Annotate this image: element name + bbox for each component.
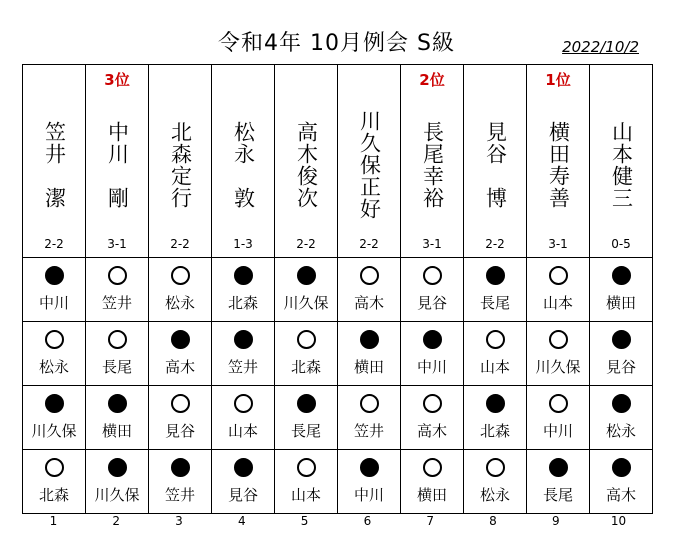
player-record: 3-1 (107, 237, 127, 251)
opponent-name: 高木 (416, 422, 447, 440)
match-cell (464, 450, 526, 513)
column-number: 2 (112, 514, 121, 528)
player-record: 2-2 (296, 237, 316, 251)
open-circle-icon (486, 330, 505, 349)
opponent-name: 笠井 (353, 422, 384, 440)
filled-circle-icon (549, 458, 568, 477)
player-name: 川久保正好 (357, 110, 382, 220)
player-record: 1-3 (233, 237, 253, 251)
open-circle-icon (108, 266, 127, 285)
match-cell (464, 258, 526, 321)
round-row (23, 386, 653, 450)
opponent-name: 山本 (290, 486, 321, 504)
open-circle-icon (297, 330, 316, 349)
match-cell (527, 258, 589, 321)
match-cell (464, 322, 526, 385)
filled-circle-icon (486, 394, 505, 413)
column-number: 4 (237, 514, 246, 528)
match-cell (590, 386, 652, 449)
opponent-name: 山本 (479, 358, 510, 376)
opponent-name: 高木 (605, 486, 636, 504)
match-cell (212, 258, 274, 321)
column-number: 6 (363, 514, 372, 528)
player-header (401, 65, 463, 257)
results-table (22, 64, 653, 514)
filled-circle-icon (360, 330, 379, 349)
match-cell (527, 386, 589, 449)
open-circle-icon (549, 266, 568, 285)
match-cell (590, 450, 652, 513)
match-cell (275, 258, 337, 321)
filled-circle-icon (234, 330, 253, 349)
rank-label: 2位 (419, 71, 445, 89)
match-cell (23, 450, 85, 513)
column-number: 10 (610, 514, 627, 528)
open-circle-icon (423, 266, 442, 285)
open-circle-icon (423, 394, 442, 413)
match-cell (149, 322, 211, 385)
round-row (23, 450, 653, 514)
filled-circle-icon (171, 330, 190, 349)
opponent-name: 笠井 (227, 358, 258, 376)
filled-circle-icon (486, 266, 505, 285)
match-cell (464, 386, 526, 449)
match-cell (275, 386, 337, 449)
column-number: 1 (49, 514, 58, 528)
match-cell (86, 258, 148, 321)
filled-circle-icon (612, 458, 631, 477)
opponent-name: 長尾 (542, 486, 573, 504)
player-name: 中川 剛 (105, 121, 130, 209)
open-circle-icon (171, 394, 190, 413)
match-cell (86, 322, 148, 385)
match-cell (527, 322, 589, 385)
player-name: 横田寿善 (546, 121, 571, 209)
player-header (86, 65, 148, 257)
match-cell (86, 386, 148, 449)
opponent-name: 北森 (479, 422, 510, 440)
match-cell (338, 322, 400, 385)
opponent-name: 見谷 (164, 422, 195, 440)
open-circle-icon (360, 266, 379, 285)
filled-circle-icon (45, 394, 64, 413)
open-circle-icon (549, 394, 568, 413)
player-name: 長尾幸裕 (420, 121, 445, 209)
opponent-name: 川久保 (94, 486, 140, 504)
opponent-name: 川久保 (283, 294, 329, 312)
match-cell (212, 450, 274, 513)
opponent-name: 横田 (416, 486, 447, 504)
match-cell (149, 258, 211, 321)
player-record: 3-1 (422, 237, 442, 251)
rank-label: 1位 (545, 71, 571, 89)
opponent-name: 中川 (416, 358, 447, 376)
filled-circle-icon (360, 458, 379, 477)
filled-circle-icon (612, 266, 631, 285)
open-circle-icon (108, 330, 127, 349)
open-circle-icon (486, 458, 505, 477)
open-circle-icon (45, 330, 64, 349)
match-cell (23, 322, 85, 385)
player-record: 2-2 (170, 237, 190, 251)
match-cell (212, 386, 274, 449)
match-cell (338, 258, 400, 321)
player-header (23, 65, 85, 257)
filled-circle-icon (234, 458, 253, 477)
player-header (464, 65, 526, 257)
match-cell (212, 322, 274, 385)
player-name: 見谷 博 (483, 121, 508, 209)
opponent-name: 高木 (353, 294, 384, 312)
filled-circle-icon (171, 458, 190, 477)
player-name: 山本健三 (609, 121, 634, 209)
round-row (23, 258, 653, 322)
match-cell (338, 386, 400, 449)
column-number: 5 (300, 514, 309, 528)
match-cell (275, 322, 337, 385)
match-cell (527, 450, 589, 513)
player-name: 北森定行 (168, 121, 193, 209)
opponent-name: 長尾 (479, 294, 510, 312)
open-circle-icon (234, 394, 253, 413)
open-circle-icon (45, 458, 64, 477)
filled-circle-icon (45, 266, 64, 285)
filled-circle-icon (234, 266, 253, 285)
opponent-name: 長尾 (290, 422, 321, 440)
opponent-name: 山本 (542, 294, 573, 312)
filled-circle-icon (297, 394, 316, 413)
column-number: 3 (175, 514, 183, 528)
opponent-name: 高木 (164, 358, 195, 376)
player-record: 2-2 (44, 237, 64, 251)
opponent-name: 山本 (227, 422, 258, 440)
opponent-name: 松永 (605, 422, 636, 440)
opponent-name: 中川 (353, 486, 384, 504)
match-cell (149, 450, 211, 513)
match-cell (275, 450, 337, 513)
opponent-name: 見谷 (416, 294, 447, 312)
match-cell (86, 450, 148, 513)
column-number: 7 (426, 514, 434, 528)
rank-label: 3位 (104, 71, 130, 89)
player-header (212, 65, 274, 257)
match-cell (149, 386, 211, 449)
opponent-name: 松永 (38, 358, 69, 376)
round-row (23, 322, 653, 386)
opponent-name: 北森 (227, 294, 258, 312)
player-header (590, 65, 652, 257)
opponent-name: 松永 (164, 294, 195, 312)
open-circle-icon (423, 458, 442, 477)
open-circle-icon (297, 458, 316, 477)
filled-circle-icon (612, 330, 631, 349)
match-cell (401, 386, 463, 449)
player-header (527, 65, 589, 257)
player-record: 3-1 (548, 237, 568, 251)
opponent-name: 笠井 (164, 486, 195, 504)
player-name: 笠井 潔 (42, 121, 67, 209)
column-number: 9 (551, 514, 560, 528)
opponent-name: 川久保 (31, 422, 77, 440)
match-cell (23, 258, 85, 321)
player-header (149, 65, 211, 257)
opponent-name: 北森 (38, 486, 69, 504)
filled-circle-icon (612, 394, 631, 413)
opponent-name: 川久保 (535, 358, 581, 376)
opponent-name: 横田 (101, 422, 132, 440)
column-numbers (22, 514, 650, 528)
opponent-name: 横田 (353, 358, 384, 376)
opponent-name: 中川 (542, 422, 573, 440)
opponent-name: 見谷 (227, 486, 258, 504)
opponent-name: 中川 (38, 294, 69, 312)
player-header (338, 65, 400, 257)
open-circle-icon (360, 394, 379, 413)
opponent-name: 松永 (479, 486, 510, 504)
page-title: 令和4年 10月例会 S級 (218, 31, 455, 56)
event-date: 2022/10/2 (562, 38, 639, 56)
player-name: 松永 敦 (231, 121, 256, 209)
player-record: 2-2 (359, 237, 379, 251)
match-cell (401, 258, 463, 321)
player-record: 0-5 (611, 237, 631, 251)
open-circle-icon (549, 330, 568, 349)
match-cell (590, 322, 652, 385)
opponent-name: 北森 (290, 358, 321, 376)
match-cell (338, 450, 400, 513)
column-number: 8 (489, 514, 497, 528)
opponent-name: 見谷 (605, 358, 636, 376)
opponent-name: 笠井 (101, 294, 132, 312)
match-cell (23, 386, 85, 449)
player-record: 2-2 (485, 237, 505, 251)
player-name: 高木俊次 (294, 121, 319, 209)
filled-circle-icon (423, 330, 442, 349)
filled-circle-icon (108, 394, 127, 413)
match-cell (401, 450, 463, 513)
player-header-row (23, 65, 653, 258)
open-circle-icon (171, 266, 190, 285)
filled-circle-icon (108, 458, 127, 477)
filled-circle-icon (297, 266, 316, 285)
match-cell (401, 322, 463, 385)
opponent-name: 横田 (605, 294, 636, 312)
player-header (275, 65, 337, 257)
match-cell (590, 258, 652, 321)
opponent-name: 長尾 (101, 358, 132, 376)
